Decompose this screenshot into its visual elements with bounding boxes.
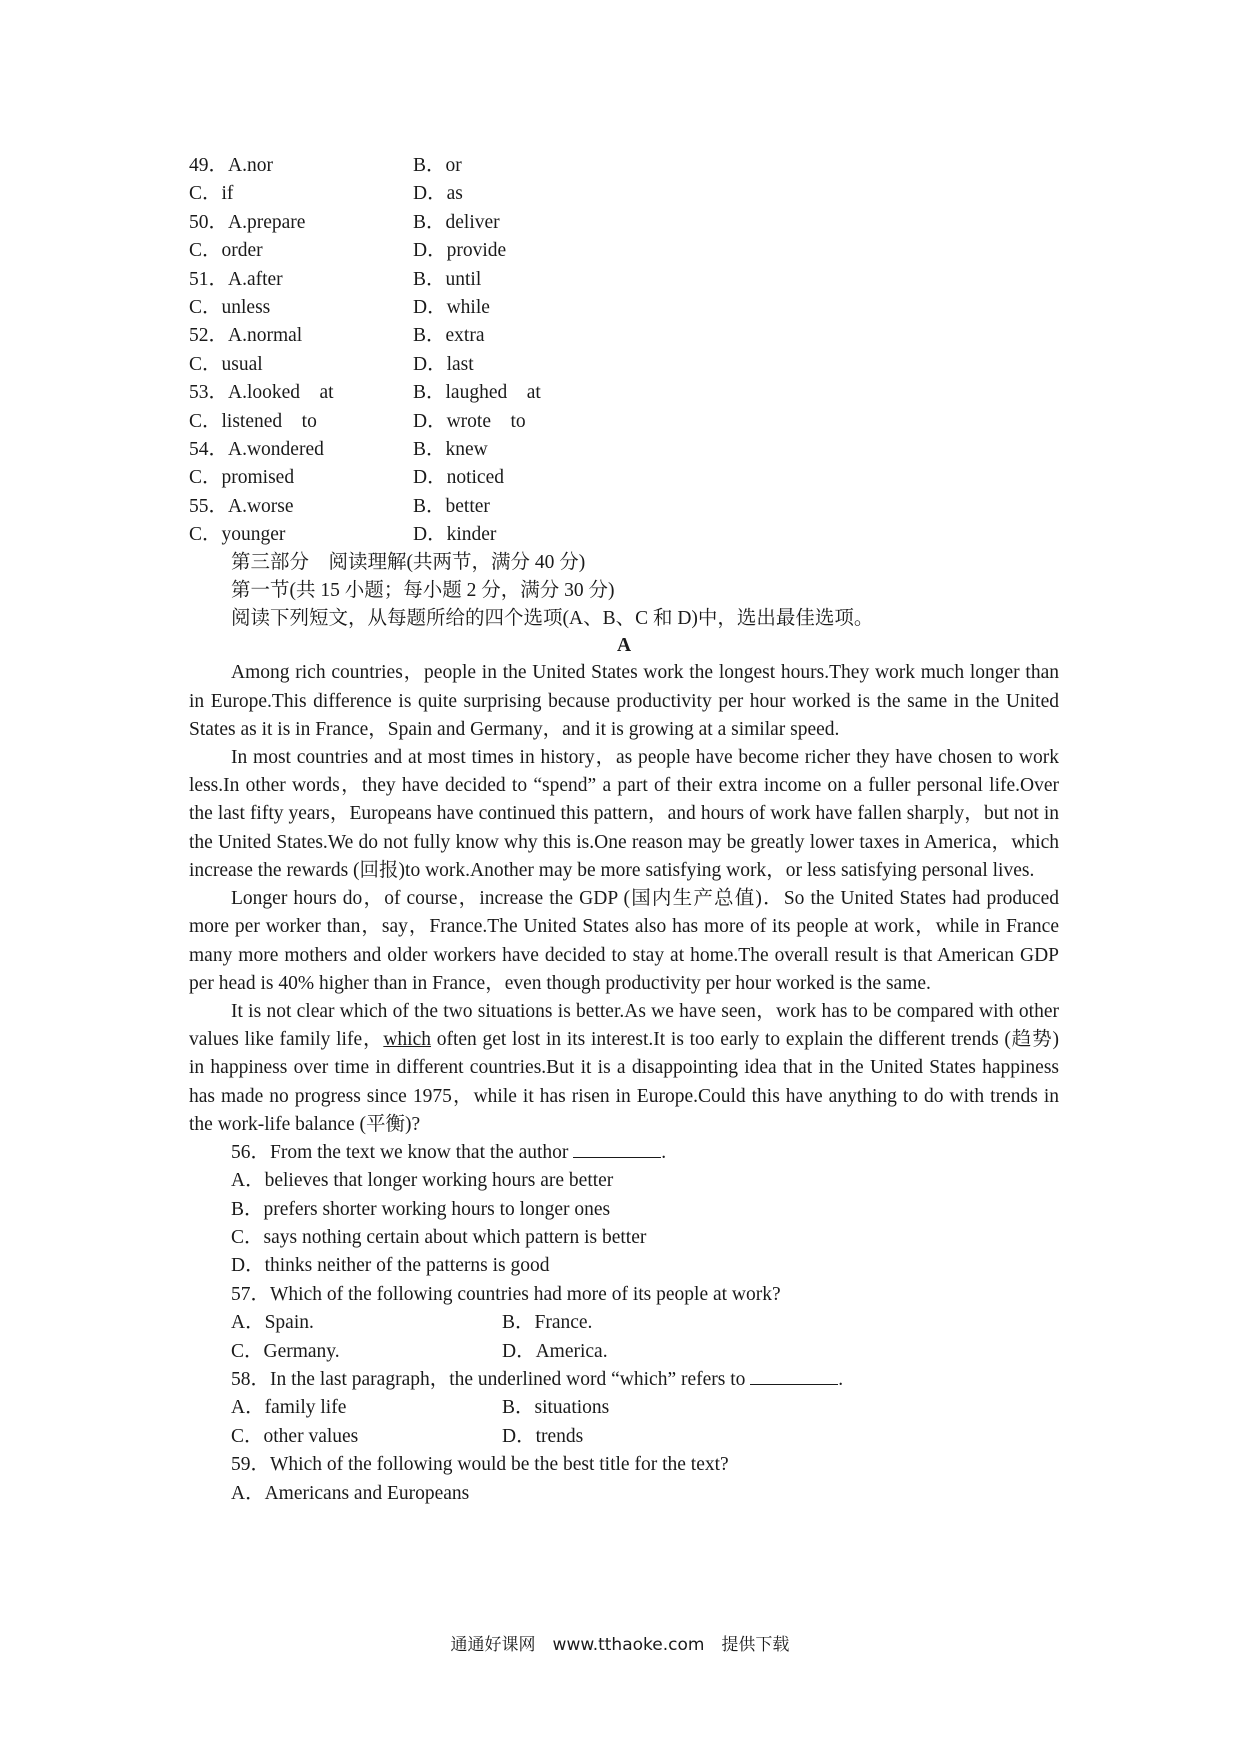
question-58-stem [189, 1366, 1059, 1394]
cloze-option-right: B．deliver [413, 211, 500, 233]
question-56-option-c: C．says nothing certain about which pattern is better [231, 1227, 647, 1249]
question-57-option-c: C．Germany. [231, 1340, 340, 1362]
cloze-option-right: D．as [413, 183, 463, 205]
cloze-option-left: 49．A.nor [189, 155, 273, 176]
question-58-text: 58．In the last paragraph，the underlined word “which” refers to [231, 1369, 746, 1391]
question-56-option-b: B．prefers shorter working hours to longer ones [231, 1198, 611, 1220]
question-58-end: . [838, 1369, 844, 1391]
question-58-option-a: A．family life [231, 1397, 347, 1419]
cloze-option-left: C．listened to [189, 410, 317, 432]
document-page [189, 152, 1059, 1508]
cloze-option-row [189, 521, 1059, 549]
question-58-option-b: B．situations [502, 1397, 610, 1419]
cloze-option-row [189, 408, 1059, 436]
question-56-text: 56．From the text we know that the author [231, 1141, 569, 1163]
question-57-options-row-2 [189, 1338, 1059, 1366]
question-59-stem: 59．Which of the following would be the best title for the text? [231, 1454, 729, 1476]
question-57-option-b: B．France. [502, 1312, 593, 1334]
passage-paragraph-4 [189, 998, 1059, 1139]
question-57-options-row-1 [189, 1309, 1059, 1337]
cloze-option-right: B．extra [413, 325, 485, 347]
question-56-option-d: D．thinks neither of the patterns is good [231, 1255, 550, 1277]
passage-paragraph-2: In most countries and at most times in history，as people have become richer they have chosen to work less.In other words，they have decided to “spend” a part of their extra income on a fuller personal life.Over the last fifty years，Europeans have continued this pattern，and hours of work have fallen sharply，but not in the United States.We do not fully know why this is.One reason may be greatly lower taxes in America，which increase the rewards (回报)to work.Another may be more satisfying work，or less satisfying personal lives. [189, 747, 1059, 881]
cloze-option-row [189, 209, 1059, 237]
cloze-option-row [189, 266, 1059, 294]
cloze-option-right: B．better [413, 495, 490, 517]
answer-blank [573, 1139, 661, 1158]
question-57-option-d: D．America. [502, 1340, 608, 1362]
cloze-option-right: D．kinder [413, 524, 497, 546]
cloze-option-right: D．provide [413, 240, 507, 262]
cloze-option-left: C．if [189, 183, 234, 205]
cloze-option-row [189, 152, 1059, 180]
cloze-option-row [189, 464, 1059, 492]
cloze-option-right: B．knew [413, 438, 488, 460]
cloze-option-left: 54．A.wondered [189, 438, 324, 460]
cloze-option-right: D．while [413, 296, 490, 318]
cloze-option-left: 50．A.prepare [189, 211, 306, 233]
part-title: 第三部分 阅读理解(共两节，满分 40 分) [231, 552, 586, 574]
cloze-option-left: C．promised [189, 467, 295, 489]
cloze-option-left: 55．A.worse [189, 495, 294, 517]
paragraph-4-text-start: It is not clear which of the two situations is better.As we have seen，work has to be compared with other values like family life， [189, 1000, 1059, 1051]
question-58-option-c: C．other values [231, 1425, 359, 1447]
cloze-option-row [189, 237, 1059, 265]
cloze-option-right: B．or [413, 155, 462, 176]
reading-instruction: 阅读下列短文，从每题所给的四个选项(A、B、C 和 D)中，选出最佳选项。 [231, 608, 874, 630]
page-footer: 通通好课网 www.tthaoke.com 提供下载 [450, 1635, 790, 1655]
cloze-option-right: B．laughed at [413, 382, 541, 404]
cloze-option-row [189, 493, 1059, 521]
cloze-option-right: D．noticed [413, 467, 504, 489]
cloze-options-block [189, 152, 1059, 549]
question-57-option-a: A．Spain. [231, 1312, 314, 1334]
cloze-option-right: D．last [413, 353, 474, 375]
cloze-option-row [189, 351, 1059, 379]
passage-paragraph-1: Among rich countries，people in the United States work the longest hours.They work much longer than in Europe.This difference is quite surprising because productivity per hour worked is the same in the United States as it is in France，Spain and Germany，and it is growing at a similar speed. [189, 662, 1059, 740]
cloze-option-row [189, 180, 1059, 208]
question-58-options-row-2 [189, 1423, 1059, 1451]
underlined-word: which [383, 1029, 431, 1051]
cloze-option-left: C．order [189, 240, 263, 262]
cloze-option-left: 52．A.normal [189, 325, 303, 347]
question-58-option-d: D．trends [502, 1425, 584, 1447]
question-56-stem [189, 1139, 1059, 1167]
question-57-stem: 57．Which of the following countries had more of its people at work? [231, 1283, 781, 1305]
paragraph-4-text-end: often get lost in its interest.It is too early to explain the different trends (趋势) in happiness over time in different countries.But it is a disappointing idea that in the United States happiness has made no progress since 1975，while it has risen in Europe.Could this have anything to do with trends in the work-life balance (平衡)? [189, 1029, 1059, 1135]
cloze-option-right: B．until [413, 268, 482, 290]
cloze-option-left: 51．A.after [189, 268, 283, 290]
passage-label: A [616, 635, 632, 657]
cloze-option-left: C．usual [189, 353, 263, 375]
cloze-option-right: D．wrote to [413, 410, 526, 432]
question-56-end: . [661, 1141, 667, 1163]
question-56-option-a: A．believes that longer working hours are better [231, 1170, 614, 1192]
cloze-option-left: C．younger [189, 524, 286, 546]
cloze-option-row [189, 436, 1059, 464]
passage-paragraph-3: Longer hours do，of course，increase the GDP (国内生产总值)．So the United States had produced more per worker than，say，France.The United States also has more of its people at work，while in France many more mothers and older workers have decided to stay at home.The overall result is that American GDP per head is 40% higher than in France，even though productivity per hour worked is the same. [189, 888, 1059, 994]
answer-blank [750, 1366, 838, 1385]
cloze-option-row [189, 322, 1059, 350]
cloze-option-row [189, 294, 1059, 322]
cloze-option-left: C．unless [189, 296, 271, 318]
cloze-option-row [189, 379, 1059, 407]
subsection-title: 第一节(共 15 小题；每小题 2 分，满分 30 分) [231, 580, 615, 602]
cloze-option-left: 53．A.looked at [189, 382, 334, 404]
question-58-options-row-1 [189, 1394, 1059, 1422]
question-59-option-a: A．Americans and Europeans [231, 1482, 470, 1504]
